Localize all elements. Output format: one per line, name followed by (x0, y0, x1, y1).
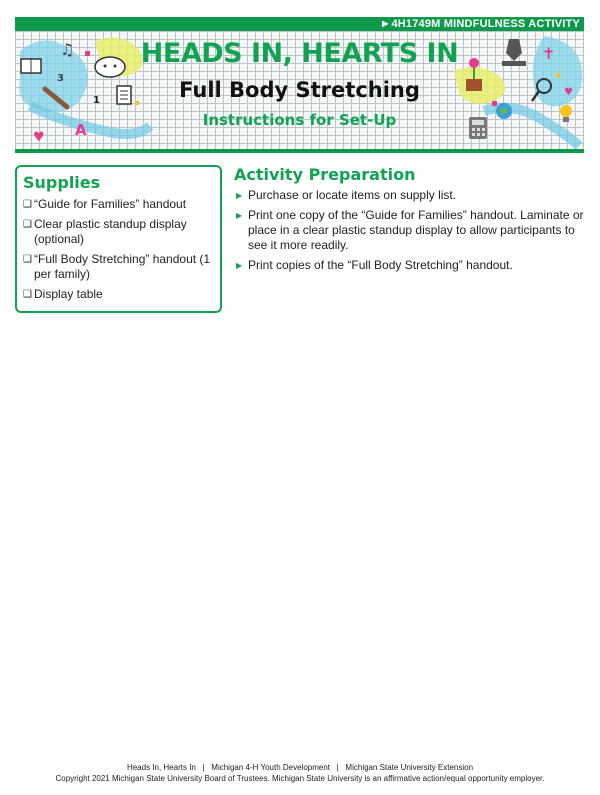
banner-divider (15, 149, 584, 153)
preparation-step (234, 258, 584, 273)
checkbox-icon: ❑ (23, 219, 32, 230)
supplies-box (15, 165, 222, 313)
bullet-triangle-icon: ▶ (236, 211, 243, 220)
preparation-heading: Activity Preparation (234, 165, 416, 184)
supply-item-label: Display table (34, 287, 103, 301)
footer-credits: Heads In, Hearts In | Michigan 4-H Youth Development | Michigan State University Extension (126, 763, 474, 772)
supply-item-label: “Full Body Stretching” handout (1 per family) (34, 252, 211, 281)
preparation-step-text: Purchase or locate items on supply list. (248, 188, 457, 202)
svg-text:A: A (75, 121, 87, 139)
page-footer (0, 762, 600, 784)
supplies-heading: Supplies (23, 173, 101, 192)
svg-text:3: 3 (57, 73, 64, 84)
svg-text:♫: ♫ (60, 40, 75, 59)
supply-item (23, 197, 214, 212)
triangle-icon: ▶ (382, 19, 389, 28)
activity-code: 4H1749M MINDFULNESS ACTIVITY (391, 18, 580, 30)
supply-item (23, 217, 214, 247)
svg-text:✝: ✝ (542, 44, 556, 63)
activity-title: Full Body Stretching (179, 78, 420, 102)
activity-preparation-section (234, 165, 584, 278)
activity-subtitle: Instructions for Set-Up (202, 111, 397, 129)
activity-code-bar (15, 17, 584, 31)
supply-item (23, 287, 214, 302)
supply-item-label: “Guide for Families” handout (34, 197, 187, 211)
preparation-step (234, 188, 584, 203)
bullet-triangle-icon: ▶ (236, 261, 243, 270)
bullet-triangle-icon: ▶ (236, 191, 243, 200)
svg-text:♥: ♥ (564, 87, 573, 98)
preparation-step-text: Print copies of the “Full Body Stretching” handout. (248, 258, 513, 272)
svg-text:1: 1 (93, 95, 100, 106)
checkbox-icon: ❑ (23, 289, 32, 300)
supply-item-label: Clear plastic standup display (optional) (34, 217, 187, 246)
header-banner (15, 31, 584, 149)
preparation-step-text: Print one copy of the “Guide for Families” handout. Laminate or place in a clear plastic standup display to allow participants to see it more readily. (248, 208, 584, 252)
checkbox-icon: ❑ (23, 254, 32, 265)
svg-text:♥: ♥ (33, 130, 45, 145)
preparation-step (234, 208, 584, 253)
footer-copyright: Copyright 2021 Michigan State University Board of Trustees. Michigan State University is an affirmative action/equal opportunity employer. (55, 774, 545, 783)
checkbox-icon: ❑ (23, 199, 32, 210)
supply-item (23, 252, 214, 282)
banner-title: HEADS IN, HEARTS IN (140, 38, 459, 69)
